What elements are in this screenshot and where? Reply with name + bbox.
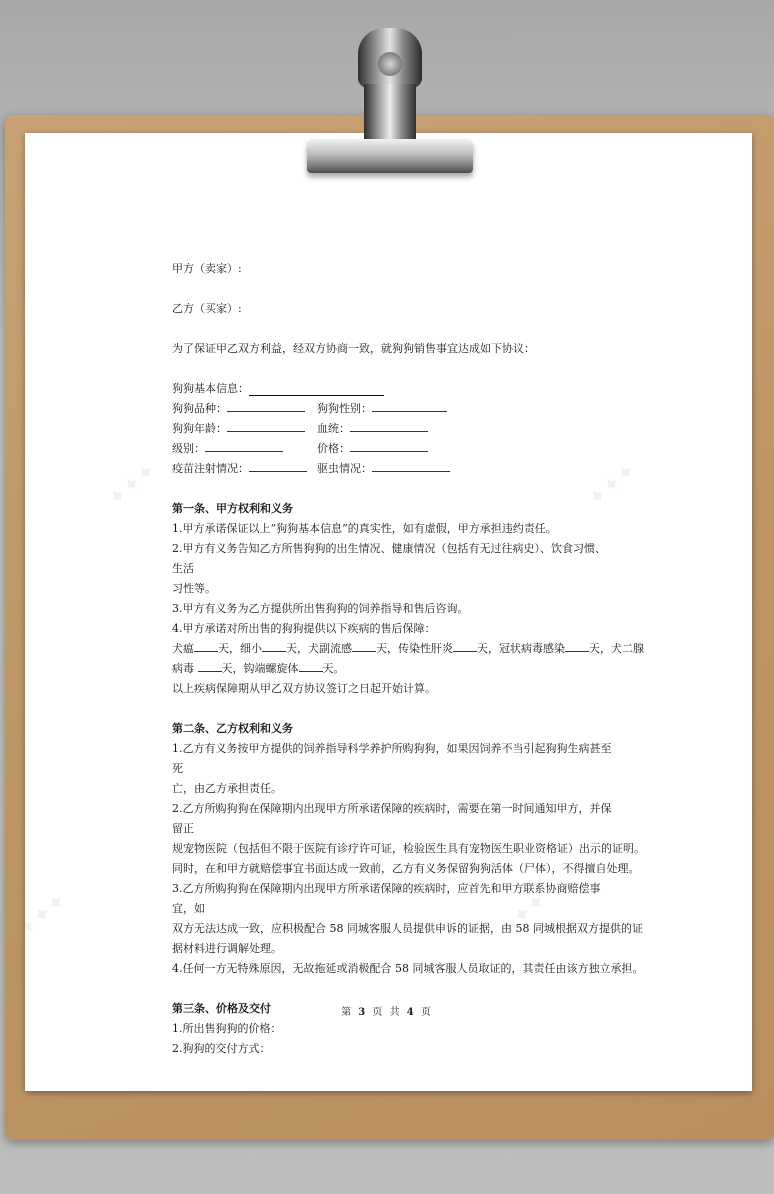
bloodline-label: 血统： [317, 422, 350, 435]
disease-list-line: 病毒 天，钩端螺旋体 天。 [172, 659, 612, 679]
dog-info-row [172, 439, 612, 459]
dog-info-title: 狗狗基本信息： [172, 382, 249, 395]
article2-item: 同时，在和甲方就赔偿事宜书面达成一致前，乙方有义务保留狗狗活体（尸体），不得擅自处理。 [172, 862, 640, 875]
contract-body [172, 259, 645, 1059]
article3-item: 1.所出售狗狗的价格： [172, 1022, 282, 1035]
gender-label: 狗狗性别： [317, 402, 372, 415]
price-label: 价格： [317, 442, 350, 455]
article2-item: 4.任何一方无特殊原因，无故拖延或消极配合 58 同城客服人员取证的，其责任由该方独立承担。 [172, 962, 644, 975]
article2-item: 2.乙方所购狗狗在保障期内出现甲方所承诺保障的疾病时，需要在第一时间通知甲方，并保留正 [172, 802, 612, 835]
dog-info-row [172, 459, 612, 479]
vaccine-blank [249, 459, 307, 472]
article1-item: 以上疾病保障期从甲乙双方协议签订之日起开始计算。 [172, 682, 436, 695]
article1-item: 1.甲方承诺保证以上“狗狗基本信息”的真实性，如有虚假，甲方承担违约责任。 [172, 522, 557, 535]
watermark: ✦✦✦ [583, 458, 642, 513]
bloodline-blank [350, 419, 428, 432]
article2-item: 1.乙方有义务按甲方提供的饲养指导科学养护所购狗狗，如果因饲养不当引起狗狗生病甚至死 [172, 742, 612, 775]
grade-blank [205, 439, 283, 452]
intro-text: 为了保证甲乙双方利益，经双方协商一致，就狗狗销售事宜达成如下协议： [172, 342, 535, 355]
dog-info-title-row [172, 379, 612, 399]
dog-info-row [172, 419, 612, 439]
binder-clip-hole [378, 52, 402, 76]
watermark: ✦✦✦ [493, 888, 552, 943]
price-blank [350, 439, 428, 452]
disease-list-line: 犬瘟 天，细小 天，犬副流感 天，传染性肝炎 天，冠状病毒感染 天，犬二腺 [172, 639, 612, 659]
article2-item: 双方无法达成一致，应积极配合 58 同城客服人员提供申诉的证据，由 58 同城根据双方提供的证 [172, 922, 643, 935]
article1-item: 习性等。 [172, 582, 216, 595]
page-number: 第 3 页 共 4 页 [341, 1007, 433, 1018]
dog-info-blank [249, 383, 384, 396]
age-label: 狗狗年龄： [172, 422, 227, 435]
age-blank [227, 419, 305, 432]
article2-item: 3.乙方所购狗狗在保障期内出现甲方所承诺保障的疾病时，应首先和甲方联系协商赔偿事宜，如 [172, 882, 601, 915]
seller-line: 甲方（卖家）: [172, 262, 242, 275]
binder-clip-base [307, 139, 473, 173]
article2-item: 规宠物医院（包括但不限于医院有诊疗许可证，检验医生具有宠物医生职业资格证）出示的证明。 [172, 842, 645, 855]
deworm-blank [372, 459, 450, 472]
vaccine-label: 疫苗注射情况： [172, 462, 249, 475]
watermark: ✦✦✦ [13, 888, 72, 943]
buyer-line: 乙方（买家）: [172, 302, 242, 315]
article2-item: 亡，由乙方承担责任。 [172, 782, 282, 795]
article1-heading: 第一条、甲方权利和义务 [172, 502, 293, 515]
watermark: ✦✦✦ [103, 458, 162, 513]
deworm-label: 驱虫情况： [317, 462, 372, 475]
article3-item: 2.狗狗的交付方式： [172, 1042, 271, 1055]
binder-clip-neck [364, 84, 416, 144]
article1-item: 3.甲方有义务为乙方提供所出售狗狗的饲养指导和售后咨询。 [172, 602, 469, 615]
grade-label: 级别： [172, 442, 205, 455]
breed-blank [227, 399, 305, 412]
article3-heading: 第三条、价格及交付 [172, 1002, 271, 1015]
breed-label: 狗狗品种： [172, 402, 227, 415]
article2-item: 据材料进行调解处理。 [172, 942, 282, 955]
article2-heading: 第二条、乙方权利和义务 [172, 722, 293, 735]
gender-blank [372, 399, 447, 412]
article1-item: 2.甲方有义务告知乙方所售狗狗的出生情况、健康情况（包括有无过往病史）、饮食习惯、生活 [172, 542, 606, 575]
dog-info-row [172, 399, 612, 419]
article1-item: 4.甲方承诺对所出售的狗狗提供以下疾病的售后保障： [172, 622, 436, 635]
